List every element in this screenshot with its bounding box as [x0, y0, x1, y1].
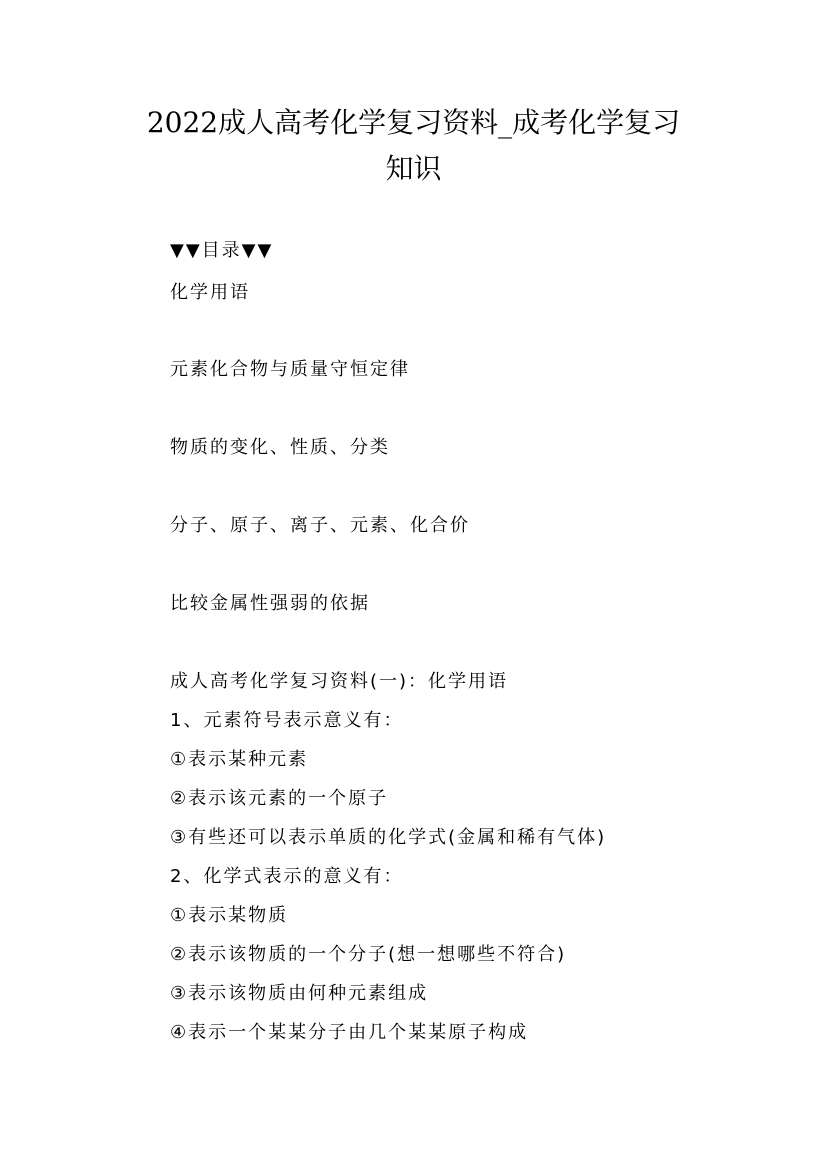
point-1-title: 1、元素符号表示意义有： [170, 710, 404, 731]
section-1-heading: 成人高考化学复习资料(一)：化学用语 [170, 671, 509, 692]
document-title [60, 100, 767, 192]
point-2-item-1: ①表示某物质 [170, 905, 289, 926]
point-2-title: 2、化学式表示的意义有： [170, 866, 404, 887]
point-2-item-4: ④表示一个某某分子由几个某某原子构成 [170, 1022, 529, 1043]
toc-heading: ▼▼目录▼▼ [170, 240, 274, 261]
toc-item-matter-changes[interactable]: 物质的变化、性质、分类 [170, 437, 390, 458]
point-1-item-1: ①表示某种元素 [170, 749, 309, 770]
toc-item-chemical-terms[interactable]: 化学用语 [170, 282, 250, 303]
point-1-item-2: ②表示该元素的一个原子 [170, 788, 389, 809]
toc-item-metal-activity[interactable]: 比较金属性强弱的依据 [170, 593, 370, 614]
title-line-2: 知识 [385, 152, 442, 185]
title-line-1: 2022成人高考化学复习资料_成考化学复习 [146, 106, 681, 139]
point-1-item-3: ③有些还可以表示单质的化学式(金属和稀有气体) [170, 827, 607, 848]
point-2-item-3: ③表示该物质由何种元素组成 [170, 983, 429, 1004]
toc-item-elements-compounds[interactable]: 元素化合物与质量守恒定律 [170, 359, 410, 380]
toc-item-molecules-atoms[interactable]: 分子、原子、离子、元素、化合价 [170, 515, 470, 536]
point-2-item-2: ②表示该物质的一个分子(想一想哪些不符合) [170, 944, 567, 965]
